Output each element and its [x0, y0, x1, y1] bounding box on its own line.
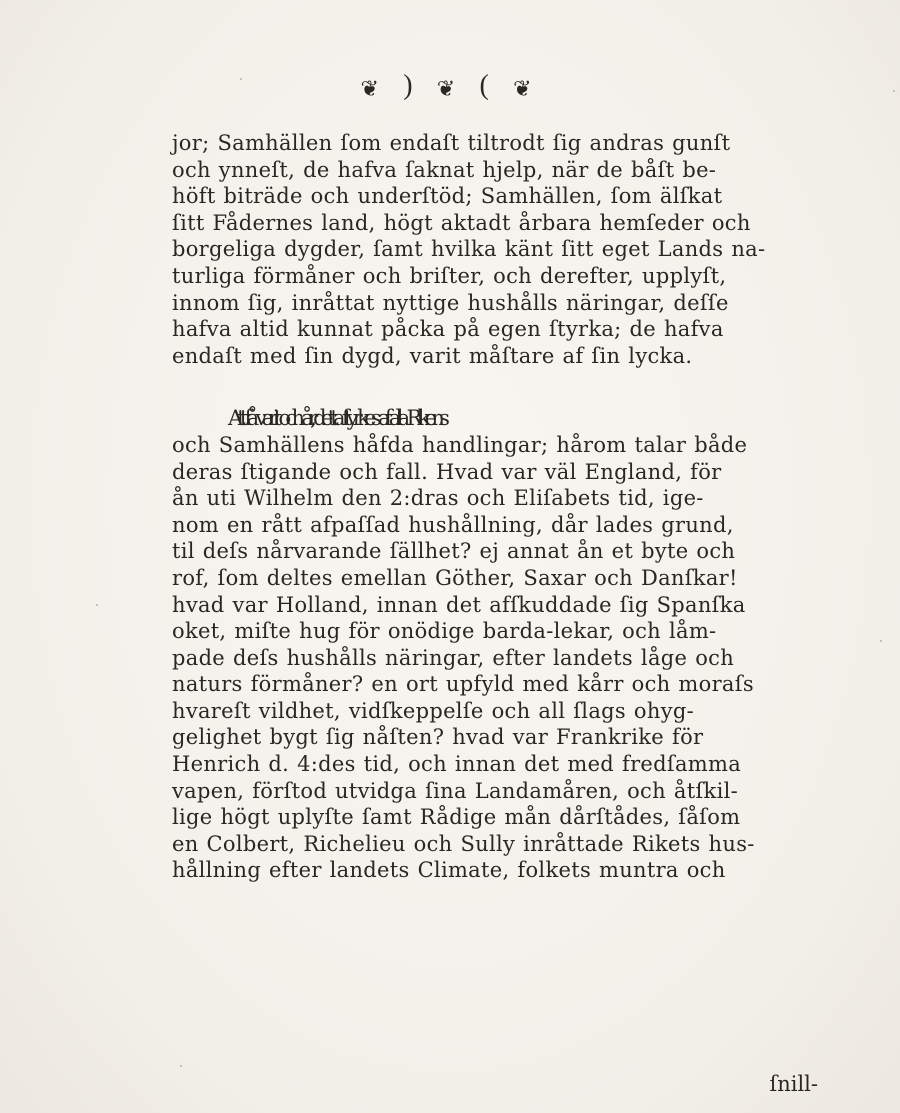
text-line: rof, ſom deltes emellan Göther, Saxar och Danſkar! — [172, 565, 738, 590]
text-line: hållning efter landets Climate, folkets muntra och — [172, 858, 726, 883]
paragraph-2 — [172, 405, 822, 884]
text-line: til deſs nårvarande ſällhet? ej annat ån et byte och — [172, 539, 736, 564]
text-line: borgeliga dygder, ſamt hvilka känt ſitt eget Lands na- — [172, 237, 766, 262]
body-text — [172, 130, 822, 884]
signature-mark: ❦ — [436, 77, 464, 102]
paper-speck — [240, 78, 242, 80]
text-line: oket, miſte hug för onödige barda-lekar, och låm- — [172, 619, 717, 644]
text-line: endaſt med ſin dygd, varit måſtare af ſin lycka. — [172, 343, 693, 368]
paper-speck — [893, 90, 895, 92]
text-line: och ynneſt, de hafva ſaknat hjelp, när de båſt be- — [172, 157, 717, 182]
text-line: hvareſt vildhet, vidſkeppelſe och all ſlags ohyg- — [172, 698, 695, 723]
text-line: naturs förmåner? en ort upfyld med kårr och moraſs — [172, 672, 754, 697]
header-brace-right: ( — [479, 70, 497, 101]
text-line: Att få varit och år, detta ſtyrkes af alla Rikens — [228, 406, 445, 431]
fleuron-right-icon: ❦ — [513, 77, 540, 102]
paper-speck — [96, 604, 98, 606]
text-line: och Samhällens håfda handlingar; hårom talar både — [172, 432, 748, 457]
text-line: nom en rått afpaſſad hushållning, dår lades grund, — [172, 512, 734, 537]
text-line: en Colbert, Richelieu och Sully inråttade Rikets hus- — [172, 831, 755, 856]
text-line: turliga förmåner och briſter, och derefter, upplyſt, — [172, 263, 727, 288]
text-line: gelighet bygt ſig nåſten? hvad var Frankrike för — [172, 725, 704, 750]
header-brace-left: ) — [403, 70, 421, 101]
paragraph-gap — [172, 369, 822, 405]
paper-speck — [880, 640, 882, 642]
fleuron-left-icon: ❦ — [360, 77, 387, 102]
text-line: lige högt uplyſte ſamt Rådige mån dårſtådes, ſåſom — [172, 805, 741, 830]
text-line: Henrich d. 4:des tid, och innan det med fredſamma — [172, 752, 742, 777]
text-line: hafva altid kunnat påcka på egen ſtyrka; de hafva — [172, 317, 724, 342]
page-header-ornament — [0, 70, 900, 102]
text-line: höft biträde och underſtöd; Samhällen, ſom älſkat — [172, 184, 723, 209]
text-line: innom ſig, inråttat nyttige hushålls näringar, deſſe — [172, 290, 729, 315]
text-line: vapen, förſtod utvidga ſina Landamåren, och åtſkil- — [172, 778, 739, 803]
paper-speck — [180, 1065, 182, 1067]
text-line: ån uti Wilhelm den 2:dras och Eliſabets tid, ige- — [172, 486, 704, 511]
paragraph-1 — [172, 130, 822, 369]
text-line: pade deſs hushålls näringar, efter landets låge och — [172, 645, 735, 670]
text-line: ſitt Fådernes land, högt aktadt årbara hemſeder och — [172, 210, 751, 235]
catchword: ſnill- — [769, 1072, 818, 1096]
text-line: hvad var Holland, innan det afſkuddade ſig Spanſka — [172, 592, 746, 617]
text-line: jor; Samhällen ſom endaſt tiltrodt ſig andras gunſt — [172, 131, 731, 155]
text-line: deras ſtigande och fall. Hvad var väl England, för — [172, 459, 722, 484]
